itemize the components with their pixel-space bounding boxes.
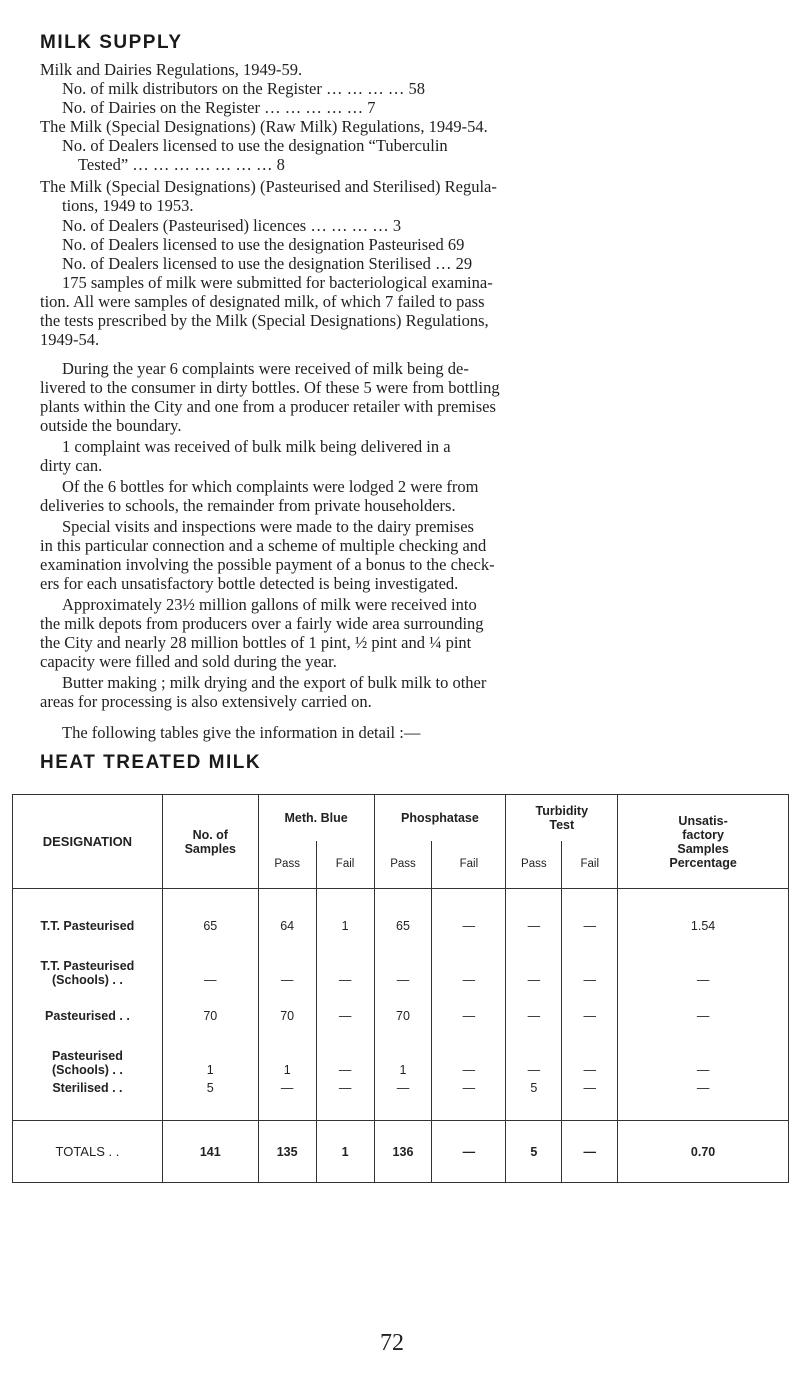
text-line: Of the 6 bottles for which complaints were lodged 2 were from [62, 477, 479, 496]
cell: — [258, 1077, 316, 1121]
cell: — [618, 987, 789, 1023]
cell: — [258, 933, 316, 987]
cell: — [432, 1121, 506, 1183]
cell: — [432, 1023, 506, 1077]
subcol-fail: Fail [562, 841, 618, 889]
row-label: Pasteurised (Schools) . . [13, 1023, 163, 1077]
col-unsat-line3: Samples [677, 841, 729, 856]
text-line: outside the boundary. [40, 416, 182, 435]
table-heading: HEAT TREATED MILK [40, 752, 262, 773]
text-line: During the year 6 complaints were received of milk being de- [62, 359, 469, 378]
text-line: examination involving the possible payment of a bonus to the check- [40, 555, 495, 574]
cell: — [432, 1077, 506, 1121]
cell: 1 [316, 1121, 374, 1183]
col-samples-line2: Samples [184, 841, 236, 856]
col-turbidity-line2: Test [549, 817, 575, 832]
heat-treated-milk-table [12, 794, 789, 1183]
text-line: dirty can. [40, 456, 103, 475]
table-row [13, 1077, 789, 1121]
col-meth-blue: Meth. Blue [258, 795, 374, 841]
text-line: 1 complaint was received of bulk milk being delivered in a [62, 437, 451, 456]
cell: — [316, 987, 374, 1023]
cell: 141 [162, 1121, 258, 1183]
text-line: the City and nearly 28 million bottles of 1 pint, ½ pint and ¼ pint [40, 633, 472, 652]
text-line: No. of Dairies on the Register … … … … … 7 [62, 98, 376, 117]
totals-row [13, 1121, 789, 1183]
cell: — [618, 933, 789, 987]
cell: — [506, 933, 562, 987]
cell: 1 [316, 889, 374, 933]
cell: 1 [162, 1023, 258, 1077]
cell: — [618, 1077, 789, 1121]
table-row [13, 889, 789, 933]
cell: 70 [258, 987, 316, 1023]
text-line: The following tables give the information in detail :— [62, 723, 421, 742]
text-line: tion. All were samples of designated milk, of which 7 failed to pass [40, 292, 485, 311]
cell: — [432, 987, 506, 1023]
col-samples [162, 795, 258, 889]
col-designation: DESIGNATION [13, 795, 163, 889]
cell: — [374, 1077, 432, 1121]
text-line: Butter making ; milk drying and the export of bulk milk to other [62, 673, 487, 692]
col-turbidity [506, 795, 618, 841]
text-line: livered to the consumer in dirty bottles. Of these 5 were from bottling [40, 378, 500, 397]
text-line: No. of Dealers (Pasteurised) licences … … … … 3 [62, 216, 402, 235]
cell: — [374, 933, 432, 987]
cell: — [618, 1023, 789, 1077]
section-heading: tions, 1949 to 1953. [62, 196, 194, 215]
cell: — [506, 987, 562, 1023]
text-line: capacity were filled and sold during the year. [40, 652, 337, 671]
section-heading: The Milk (Special Designations) (Pasteurised and Sterilised) Regula- [40, 177, 497, 196]
cell: — [506, 1023, 562, 1077]
cell: — [562, 1077, 618, 1121]
row-label: Sterilised . . [13, 1077, 163, 1121]
cell: 1.54 [618, 889, 789, 933]
totals-label: TOTALS . . [13, 1121, 163, 1183]
cell: — [432, 933, 506, 987]
text-line: No. of Dealers licensed to use the designation Sterilised … 29 [62, 254, 473, 273]
section-heading: Milk and Dairies Regulations, 1949-59. [40, 60, 303, 79]
col-unsat-line1: Unsatis- [678, 813, 728, 828]
row-label: T.T. Pasteurised [13, 889, 163, 933]
cell: — [562, 1023, 618, 1077]
cell: 0.70 [618, 1121, 789, 1183]
text-line: 1949-54. [40, 330, 100, 349]
subcol-pass: Pass [506, 841, 562, 889]
text-line: the milk depots from producers over a fairly wide area surrounding [40, 614, 484, 633]
col-unsatisfactory [618, 795, 789, 889]
col-samples-line1: No. of [192, 827, 228, 842]
cell: — [316, 933, 374, 987]
cell: — [432, 889, 506, 933]
cell: 1 [374, 1023, 432, 1077]
text-line: areas for processing is also extensively carried on. [40, 692, 372, 711]
text-line: Special visits and inspections were made to the dairy premises [62, 517, 474, 536]
subcol-fail: Fail [316, 841, 374, 889]
cell: — [162, 933, 258, 987]
text-line: No. of milk distributors on the Register … … … … 58 [62, 79, 425, 98]
text-line: in this particular connection and a scheme of multiple checking and [40, 536, 487, 555]
cell: — [562, 987, 618, 1023]
cell: — [562, 1121, 618, 1183]
cell: 5 [506, 1077, 562, 1121]
page-title: MILK SUPPLY [40, 32, 183, 53]
row-label: Pasteurised . . [13, 987, 163, 1023]
cell: 70 [162, 987, 258, 1023]
cell: — [506, 889, 562, 933]
cell: 5 [506, 1121, 562, 1183]
text-line: the tests prescribed by the Milk (Special Designations) Regulations, [40, 311, 489, 330]
page-number: 72 [380, 1330, 404, 1356]
table-row [13, 987, 789, 1023]
col-unsat-line4: Percentage [669, 855, 737, 870]
text-line: plants within the City and one from a producer retailer with premises [40, 397, 496, 416]
cell: — [562, 889, 618, 933]
subcol-fail: Fail [432, 841, 506, 889]
text-line: Tested” … … … … … … … 8 [78, 155, 285, 174]
text-line: No. of Dealers licensed to use the designation “Tuberculin [62, 136, 448, 155]
table-row [13, 933, 789, 987]
text-line: Approximately 23½ million gallons of milk were received into [62, 595, 477, 614]
cell: 64 [258, 889, 316, 933]
section-heading: The Milk (Special Designations) (Raw Milk) Regulations, 1949-54. [40, 117, 488, 136]
col-phosphatase: Phosphatase [374, 795, 506, 841]
cell: 65 [374, 889, 432, 933]
text-line: ers for each unsatisfactory bottle detected is being investigated. [40, 574, 459, 593]
cell: — [316, 1023, 374, 1077]
col-unsat-line2: factory [682, 827, 724, 842]
cell: 136 [374, 1121, 432, 1183]
subcol-pass: Pass [374, 841, 432, 889]
cell: 5 [162, 1077, 258, 1121]
cell: — [316, 1077, 374, 1121]
cell: 65 [162, 889, 258, 933]
subcol-pass: Pass [258, 841, 316, 889]
table-row [13, 1023, 789, 1077]
cell: — [562, 933, 618, 987]
cell: 135 [258, 1121, 316, 1183]
text-line: deliveries to schools, the remainder from private householders. [40, 496, 456, 515]
col-turbidity-line1: Turbidity [535, 803, 589, 818]
row-label: T.T. Pasteurised (Schools) . . [13, 933, 163, 987]
text-line: 175 samples of milk were submitted for bacteriological examina- [62, 273, 493, 292]
text-line: No. of Dealers licensed to use the designation Pasteurised 69 [62, 235, 465, 254]
cell: 1 [258, 1023, 316, 1077]
cell: 70 [374, 987, 432, 1023]
